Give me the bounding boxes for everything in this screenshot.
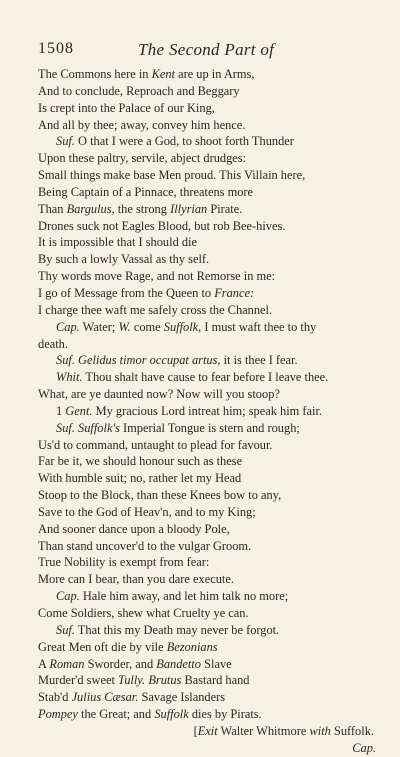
italic-text: Tully. [118, 673, 146, 688]
text-segment: It is impossible that I should die [38, 235, 198, 250]
italic-text: Suf. [56, 134, 75, 149]
page-number: 1508 [38, 40, 74, 57]
verse-line [38, 268, 376, 285]
text-segment: I must waft thee to thy [201, 319, 317, 334]
text-segment: Being Captain of a Pinnace, threatens more [38, 184, 254, 199]
verse-line [38, 386, 376, 403]
verse-line [38, 133, 376, 150]
text-segment: 1 [56, 403, 66, 418]
text-segment: death. [38, 336, 68, 351]
verse-line [38, 571, 376, 588]
catchword [38, 740, 376, 757]
text-segment: O that I were a God, to shoot forth Thunder [74, 134, 294, 149]
text-segment: Sworder, and [84, 656, 157, 671]
verse-line [38, 201, 376, 218]
verse-line [38, 453, 376, 470]
verse-line [38, 588, 376, 605]
verse-line [38, 487, 376, 504]
text-segment: By such a lowly Vassal as thy self. [38, 252, 210, 267]
text-segment: are up in Arms, [174, 67, 255, 81]
italic-text: Julius Cæsar. [71, 690, 139, 705]
italic-text: W. [118, 319, 131, 334]
text-segment: Upon these paltry, servile, abject drudges: [38, 151, 247, 166]
verse-line [38, 521, 376, 538]
verse-line [38, 554, 376, 571]
verse-line [38, 403, 376, 420]
text-segment: the Great; and [77, 707, 155, 722]
text-segment: And sooner dance upon a bloody Pole, [38, 521, 230, 536]
text-segment: Small things make base Men proud. This Villain here, [38, 168, 306, 183]
text-segment: I go of Message from the Queen to [38, 285, 215, 300]
verse-line [38, 437, 376, 454]
verse-line [38, 470, 376, 487]
italic-text: Cap. [352, 740, 376, 755]
text-segment: Come Soldiers, shew what Cruelty ye can. [38, 606, 249, 620]
italic-text: Illyrian [170, 201, 208, 216]
text-segment: That this my Death may never be forgot. [74, 622, 280, 637]
text-segment: Thou shalt have cause to fear before I leave thee. [82, 370, 329, 385]
text-segment: Pirate. [207, 201, 243, 216]
text-segment: A [38, 656, 50, 671]
italic-text: Brutus [148, 673, 182, 688]
text-segment: dies by Pirats. [188, 707, 262, 722]
verse-line [38, 100, 376, 117]
verse-line [38, 336, 376, 353]
verse-line [38, 605, 376, 622]
verse-line [38, 117, 376, 134]
text-segment: Great Men oft die by vile [38, 639, 167, 654]
text-segment: Far be it, we should honour such as these [38, 454, 243, 469]
italic-text: Suf. Gelidus timor occupat artus, [56, 353, 221, 368]
text-segment: Thy words move Rage, and not Remorse in me: [38, 269, 276, 284]
verse-line [38, 622, 376, 639]
text-segment: Hale him away, and let him talk no more; [79, 589, 289, 604]
italic-text: Exit [197, 723, 218, 738]
text-segment: Us'd to command, untaught to plead for favour. [38, 437, 273, 452]
verse-line [38, 319, 376, 336]
text-segment: [ [193, 723, 198, 738]
italic-text: with [309, 723, 331, 738]
text-segment: Stoop to the Block, than these Knees bow to any, [38, 488, 282, 503]
italic-text: France: [214, 285, 255, 300]
text-segment: Save to the God of Heav'n, and to my King; [38, 504, 256, 519]
verse-line [38, 218, 376, 235]
text-segment: I charge thee waft me safely cross the Channel. [38, 302, 273, 317]
page-header [38, 40, 370, 64]
text-segment: Savage Islanders [138, 690, 226, 705]
play-text [38, 66, 376, 757]
italic-text: Pompey [38, 707, 78, 722]
italic-text: Cap. [56, 319, 80, 334]
text-segment: And all by thee; away, convey him hence. [38, 117, 246, 132]
text-segment: come [130, 319, 164, 334]
italic-text: Gent. [65, 403, 93, 418]
text-segment: Is crept into the Palace of our King, [38, 100, 215, 115]
text-segment: And to conclude, Reproach and Beggary [38, 83, 240, 98]
text-segment: Slave [201, 656, 232, 671]
text-segment: Than [38, 201, 67, 216]
verse-line [38, 689, 376, 706]
italic-text: Whit. [56, 370, 83, 385]
text-segment: Stab'd [38, 690, 72, 705]
text-segment: Imperial Tongue is stern and rough; [119, 420, 300, 435]
stage-direction [38, 723, 376, 740]
text-segment: My gracious Lord intreat him; speak him fair. [92, 403, 323, 418]
text-segment: Walter Whitmore [217, 723, 310, 738]
italic-text: Cap. [56, 589, 80, 604]
text-segment: Than stand uncover'd to the vulgar Groom. [38, 538, 252, 553]
text-segment: With humble suit; no, rather let my Head [38, 471, 242, 486]
text-segment: Water; [79, 319, 119, 334]
verse-line [38, 167, 376, 184]
verse-line [38, 150, 376, 167]
verse-line [38, 234, 376, 251]
verse-line [38, 66, 376, 83]
verse-line [38, 706, 376, 723]
italic-text: Kent [151, 67, 175, 81]
text-segment: it is thee I fear. [220, 353, 298, 368]
italic-text: Bezonians [166, 639, 218, 654]
verse-line [38, 369, 376, 386]
verse-line [38, 184, 376, 201]
verse-line [38, 420, 376, 437]
italic-text: Suffolk, [163, 319, 202, 334]
italic-text: Suffolk [154, 707, 189, 722]
text-segment: Bastard hand [181, 673, 250, 688]
text-segment: the strong [114, 201, 171, 216]
italic-text: Roman [49, 656, 85, 671]
verse-line [38, 352, 376, 369]
verse-line [38, 302, 376, 319]
italic-text: Suf. Suffolk's [56, 420, 120, 435]
verse-line [38, 639, 376, 656]
verse-line [38, 672, 376, 689]
text-segment: Murder'd sweet [38, 673, 118, 688]
italic-text: Bargulus, [66, 201, 115, 216]
verse-line [38, 656, 376, 673]
text-segment: Drones suck not Eagles Blood, but rob Bee-hives. [38, 218, 286, 233]
text-segment: What, are ye daunted now? Now will you stoop? [38, 387, 280, 402]
text-segment: Suffolk. [330, 723, 374, 738]
verse-line [38, 83, 376, 100]
text-segment: More can I bear, than you dare execute. [38, 572, 234, 587]
verse-line [38, 285, 376, 302]
verse-line [38, 251, 376, 268]
running-title: The Second Part of [138, 40, 275, 59]
text-segment: The Commons here in [38, 67, 152, 81]
italic-text: Bandetto [156, 656, 202, 671]
text-segment: True Nobility is exempt from fear: [38, 555, 210, 570]
verse-line [38, 538, 376, 555]
verse-line [38, 504, 376, 521]
italic-text: Suf. [56, 622, 75, 637]
